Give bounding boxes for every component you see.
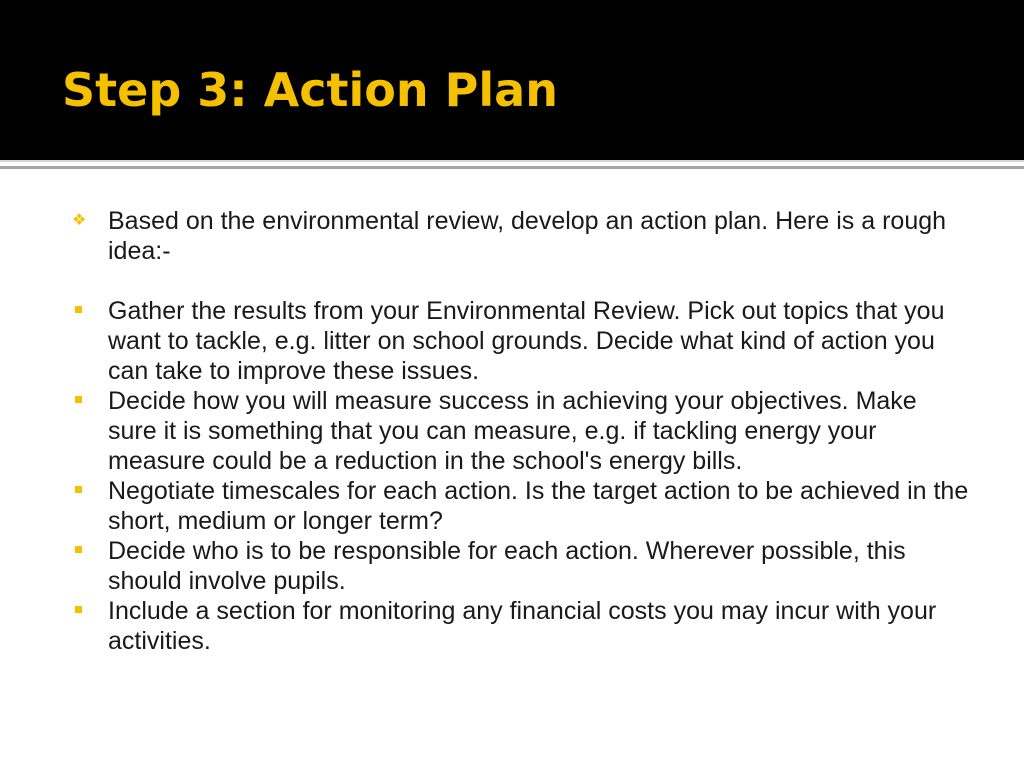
list-item xyxy=(70,596,970,656)
divider-line xyxy=(0,166,1024,169)
square-bullet-icon xyxy=(72,536,92,566)
intro-item xyxy=(70,206,970,266)
title-bar xyxy=(0,0,1024,160)
list-item xyxy=(70,386,970,476)
list-item-text: Decide who is to be responsible for each action. Wherever possible, this should involve pupils. xyxy=(108,537,906,595)
list-item-text: Gather the results from your Environmental Review. Pick out topics that you want to tackle, e.g. litter on school grounds. Decide what kind of action you can take to improve these issues. xyxy=(108,297,945,385)
slide-title: Step 3: Action Plan xyxy=(62,63,558,117)
square-bullet-icon xyxy=(72,476,92,506)
square-bullet-icon xyxy=(72,296,92,326)
square-bullet-icon xyxy=(72,386,92,416)
list-item xyxy=(70,476,970,536)
list-item-text: Decide how you will measure success in achieving your objectives. Make sure it is something that you can measure, e.g. if tackling energy your measure could be a reduction in the school's energy bills. xyxy=(108,387,917,475)
square-bullet-icon xyxy=(72,596,92,626)
intro-text: Based on the environmental review, develop an action plan. Here is a rough idea:- xyxy=(108,207,947,265)
list-item-text: Negotiate timescales for each action. Is the target action to be achieved in the short, medium or longer term? xyxy=(108,477,969,535)
list-item xyxy=(70,296,970,386)
list-item-text: Include a section for monitoring any financial costs you may incur with your activities. xyxy=(108,597,937,655)
divider-line xyxy=(0,160,1024,162)
list-item xyxy=(70,536,970,596)
four-diamond-icon: ❖ xyxy=(72,210,87,229)
bullet-list xyxy=(70,206,970,656)
